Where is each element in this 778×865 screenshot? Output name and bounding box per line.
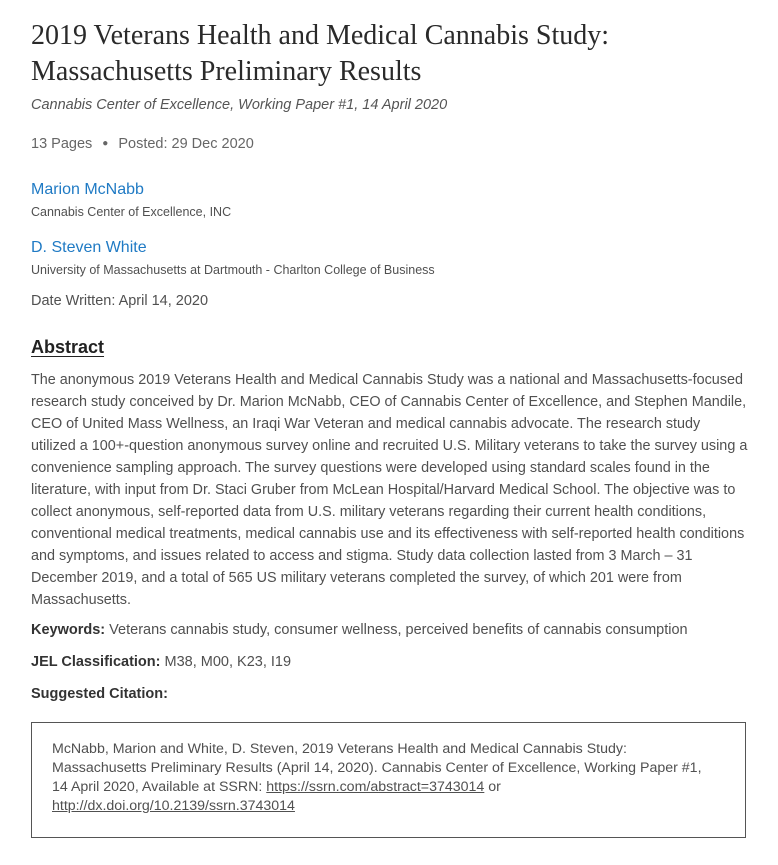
date-written: Date Written: April 14, 2020 (31, 293, 209, 309)
abstract-text: The anonymous 2019 Veterans Health and Medical Cannabis Study was a national and Massachusetts-focused research study conceived by Dr. Marion McNabb, CEO of Cannabis Center of Excellence, and Stephen Mandile, CEO of United Mass Wellness, an Iraqi War Veteran and medical cannabis advocate. The research study utilized a 100+-question anonymous survey online and recruited U.S. Military veterans to take the survey using a convenience sampling approach. The survey questions were developed using standard scales found in the literature, with input from Dr. Staci Gruber from McLean Hospital/Harvard Medical School. The objective was to collect anonymous, self-reported data from U.S. military veterans regarding their current health conditions, conventional medical treatments, medical cannabis use and its effectiveness with self-reported health conditions and symptoms, and issues related to access and stigma. Study data collection lasted from 3 March – 31 December 2019, and a total of 565 US military veterans completed the survey, of which 201 were from Massachusetts. (31, 372, 748, 608)
citation-box (31, 722, 746, 838)
posted-date: Posted: 29 Dec 2020 (118, 136, 254, 152)
keywords (31, 622, 688, 638)
paper-series: Cannabis Center of Excellence, Working Paper #1, 14 April 2020 (31, 97, 448, 113)
author-link-white[interactable]: D. Steven White (31, 239, 147, 256)
paper-meta (31, 136, 254, 152)
separator-dot-icon: ● (102, 138, 109, 149)
jel-label: JEL Classification: (31, 654, 161, 670)
author-affiliation: University of Massachusetts at Dartmouth - Charlton College of Business (31, 263, 435, 277)
doi-link[interactable]: http://dx.doi.org/10.2139/ssrn.3743014 (52, 798, 295, 814)
jel-classification (31, 654, 291, 670)
ssrn-link[interactable]: https://ssrn.com/abstract=3743014 (266, 779, 485, 795)
author-link-mcnabb[interactable]: Marion McNabb (31, 181, 144, 198)
author-affiliation: Cannabis Center of Excellence, INC (31, 205, 232, 219)
keywords-value: Veterans cannabis study, consumer wellness, perceived benefits of cannabis consumption (109, 622, 688, 638)
page-count: 13 Pages (31, 136, 93, 152)
keywords-label: Keywords: (31, 622, 106, 638)
abstract-heading: Abstract (31, 337, 105, 357)
jel-value: M38, M00, K23, I19 (164, 654, 292, 670)
suggested-citation-label: Suggested Citation: (31, 686, 168, 702)
citation-text: McNabb, Marion and White, D. Steven, 2019 Veterans Health and Medical Cannabis Study: Massachusetts Preliminary Results (April 14, 2020). Cannabis Center of Excellence, Working Paper #1, 14 April 2020, Available at SSRN: https://ssrn.com/abstract=3743014 or http://dx.doi.org/10.2139/ssrn.3743014 (52, 741, 702, 814)
paper-title: 2019 Veterans Health and Medical Cannabis Study: Massachusetts Preliminary Results (31, 20, 610, 87)
